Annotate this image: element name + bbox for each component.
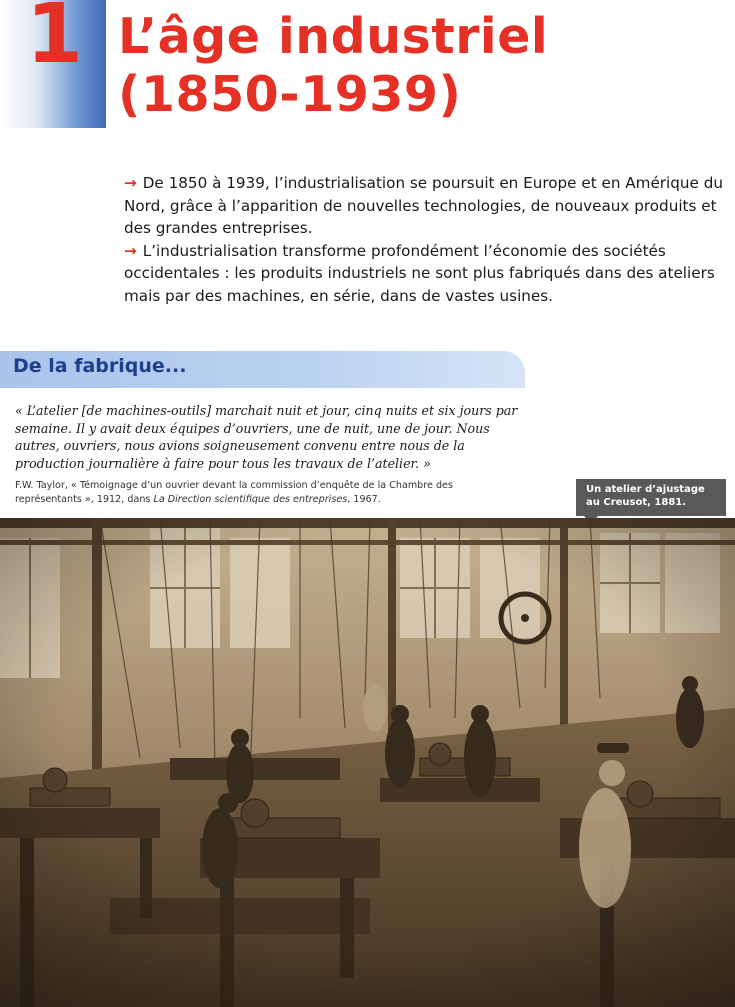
section-title: De la fabrique... xyxy=(13,355,187,377)
workshop-photo xyxy=(0,518,735,1007)
chapter-number: 1 xyxy=(26,0,84,82)
source-book-title: La Direction scientifique des entreprises xyxy=(153,494,348,505)
quote-source: F.W. Taylor, « Témoignage d’un ouvrier devant la commission d’enquête de la Chambre des représentants », 1912, dans La Direction scientifique des entreprises, 1967. xyxy=(15,480,453,505)
intro-paragraph-2: → L’industrialisation transforme profondément l’économie des sociétés occidentales : les produits industriels ne sont plus fabriqués dans des ateliers mais par des machines, en série, dans de vastes usines. xyxy=(124,241,715,305)
arrow-right-icon: → xyxy=(124,174,137,192)
quote-text: « L’atelier [de machines-outils] marchait nuit et jour, cinq nuits et six jours par semaine. Il y avait deux équipes d’ouvriers, une de nuit, une de jour. Nous autres, ouvriers, nous avions soigneusement convenu entre nous de la production journalière à faire pour tous les travaux de l’atelier. » xyxy=(15,403,518,471)
page-title xyxy=(118,8,548,124)
title-line-2: (1850-1939) xyxy=(118,66,462,123)
section-header xyxy=(0,351,525,388)
photo-caption: Un atelier d’ajustage au Creusot, 1881. xyxy=(576,479,726,516)
workshop-photo-illustration xyxy=(0,518,735,1007)
arrow-right-icon: → xyxy=(124,241,137,260)
intro-paragraph-1: → De 1850 à 1939, l’industrialisation se poursuit en Europe et en Amérique du Nord, grâce à l’apparition de nouvelles technologies, de nouveaux produits et des grandes entreprises. xyxy=(124,174,723,237)
title-line-1: L’âge industriel xyxy=(118,8,549,65)
chapter-intro xyxy=(124,172,730,307)
chapter-number-block xyxy=(0,0,106,128)
